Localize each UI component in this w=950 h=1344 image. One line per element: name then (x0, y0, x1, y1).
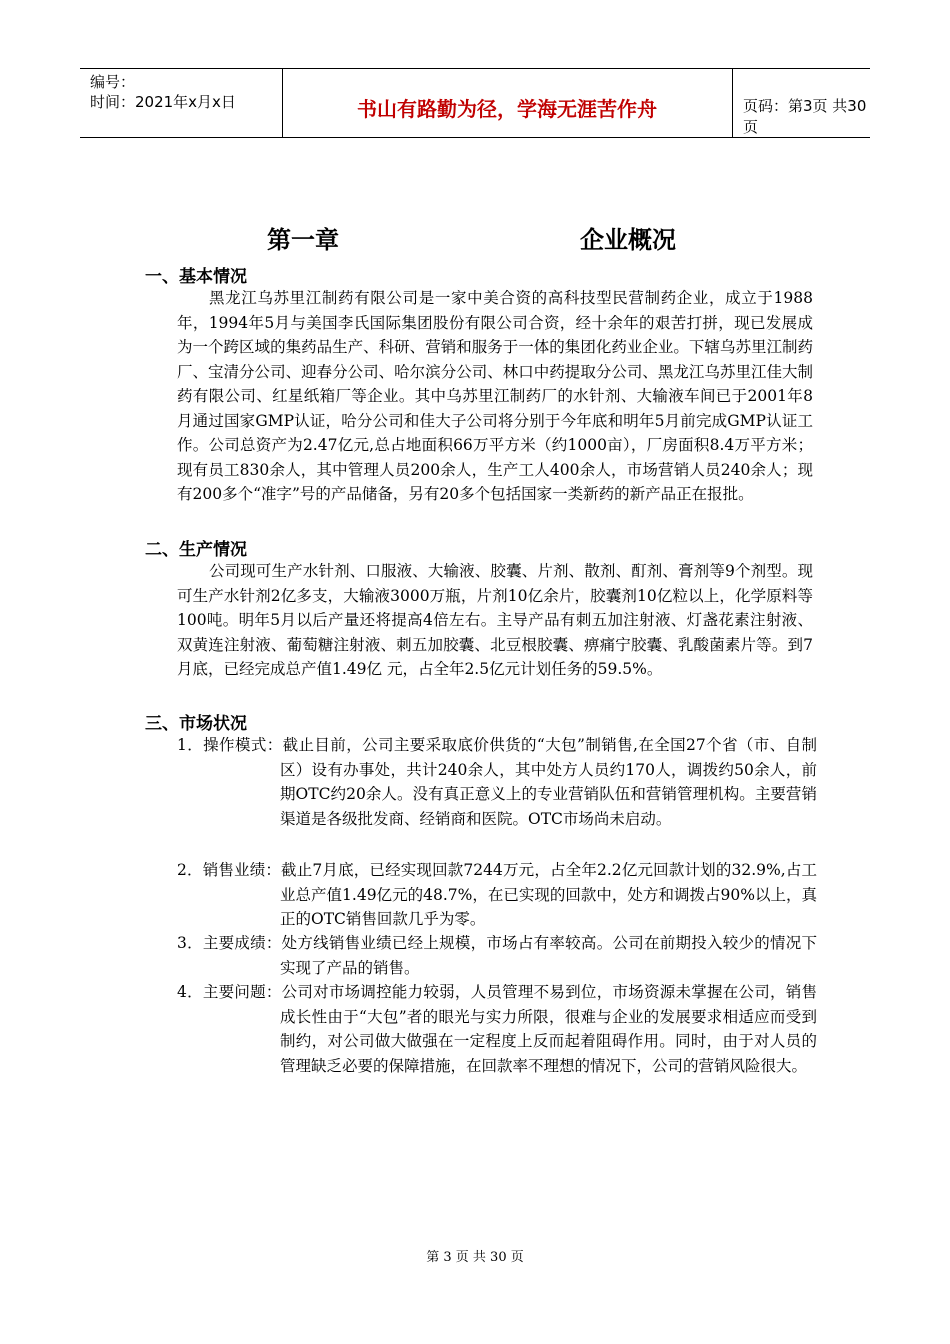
chapter-number: 第一章 (267, 226, 339, 254)
list-item (177, 980, 817, 1078)
section-paragraph: 公司现可生产水针剂、口服液、大输液、胶囊、片剂、散剂、酊剂、膏剂等9个剂型。现可生产水针剂2亿多支，大输液3000万瓶，片剂10亿余片，胶囊剂10亿粒以上，化学原料等100吨。明年5月以后产量还将提高4倍左右。主导产品有刺五加注射液、灯盏花素注射液、双黄连注射液、葡萄糖注射液、刺五加胶囊、北豆根胶囊、痹痛宁胶囊、乳酸菌素片等。到7月底，已经完成总产值1.49亿 元，占全年2.5亿元计划任务的59.5%。 (177, 562, 813, 678)
list-item-body: 处方线销售业绩已经上规模，市场占有率较高。公司在前期投入较少的情况下实现了产品的销售。 (280, 934, 817, 977)
document-time-label: 时间：2021年x月x日 (90, 93, 236, 111)
list-item-label: 销售业绩： (202, 861, 282, 879)
header-info-cell (80, 69, 283, 137)
page-footer: 第 3 页 共 30 页 (426, 1250, 524, 1265)
list-item-body: 截止目前，公司主要采取底价供货的“大包”制销售,在全国27个省（市、自制区）设有办事处，共计240余人，其中处方人员约170人，调拨约50余人，前期OTC约20余人。没有真正意义上的专业营销队伍和营销管理机构。主要营销渠道是各级批发商、经销商和医院。OTC市场尚未启动。 (280, 736, 817, 828)
list-item (177, 931, 817, 980)
header-motto-cell (282, 69, 733, 137)
header-motto: 书山有路勤为径，学海无涯苦作舟 (357, 97, 657, 121)
header-page-label: 页码：第3页 共30页 (743, 97, 867, 136)
list-item-label: 操作模式： (203, 736, 283, 754)
list-item-label: 主要成绩： (202, 934, 282, 952)
section-heading: 三、市场状况 (145, 714, 247, 734)
list-item-number: 4． (177, 983, 203, 1001)
section-heading: 二、生产情况 (145, 540, 247, 560)
list-item-label: 主要问题： (202, 983, 282, 1001)
header-page-cell (733, 69, 870, 137)
list-item-text (177, 858, 817, 932)
list-item-body: 截止7月底，已经实现回款7244万元，占全年2.2亿元回款计划的32.9%,占工业总产值1.49亿元的48.7%，在已实现的回款中，处方和调拨占90%以上，真正的OTC销售回款几乎为零。 (280, 861, 817, 928)
list-item-number: 3． (177, 934, 203, 952)
list-item (177, 858, 817, 932)
list-item-text (177, 980, 817, 1078)
list-item-text (177, 931, 817, 980)
section-heading: 一、基本情况 (145, 267, 247, 287)
list-item (177, 733, 817, 831)
chapter-title: 企业概况 (580, 226, 676, 254)
page-header (80, 68, 870, 138)
section-paragraph: 黑龙江乌苏里江制药有限公司是一家中美合资的高科技型民营制药企业，成立于1988年，1994年5月与美国李氏国际集团股份有限公司合资，经十余年的艰苦打拼，现已发展成为一个跨区域的集药品生产、科研、营销和服务于一体的集团化药业企业。下辖乌苏里江制药厂、宝清分公司、迎春分公司、哈尔滨分公司、林口中药提取分公司、黑龙江乌苏里江佳大制药有限公司、红星纸箱厂等企业。其中乌苏里江制药厂的水针剂、大输液车间已于2001年8月通过国家GMP认证，哈分公司和佳大子公司将分别于今年底和明年5月前完成GMP认证工作。公司总资产为2.47亿元,总占地面积66万平方米（约1000亩），厂房面积8.4万平方米；现有员工830余人，其中管理人员200余人，生产工人400余人，市场营销人员240余人；现有200多个“准字”号的产品储备，另有20多个包括国家一类新药的新产品正在报批。 (177, 289, 813, 503)
list-item-number: 1． (177, 736, 204, 754)
document-number-label: 编号： (90, 73, 136, 91)
list-item-text (177, 733, 817, 831)
list-item-number: 2． (177, 861, 203, 879)
list-item-body: 公司对市场调控能力较弱，人员管理不易到位，市场资源未掌握在公司，销售成长性由于“大包”者的眼光与实力所限，很难与企业的发展要求相适应而受到制约，对公司做大做强在一定程度上反而起着阻碍作用。同时，由于对人员的管理缺乏必要的保障措施，在回款率不理想的情况下，公司的营销风险很大。 (280, 983, 817, 1075)
